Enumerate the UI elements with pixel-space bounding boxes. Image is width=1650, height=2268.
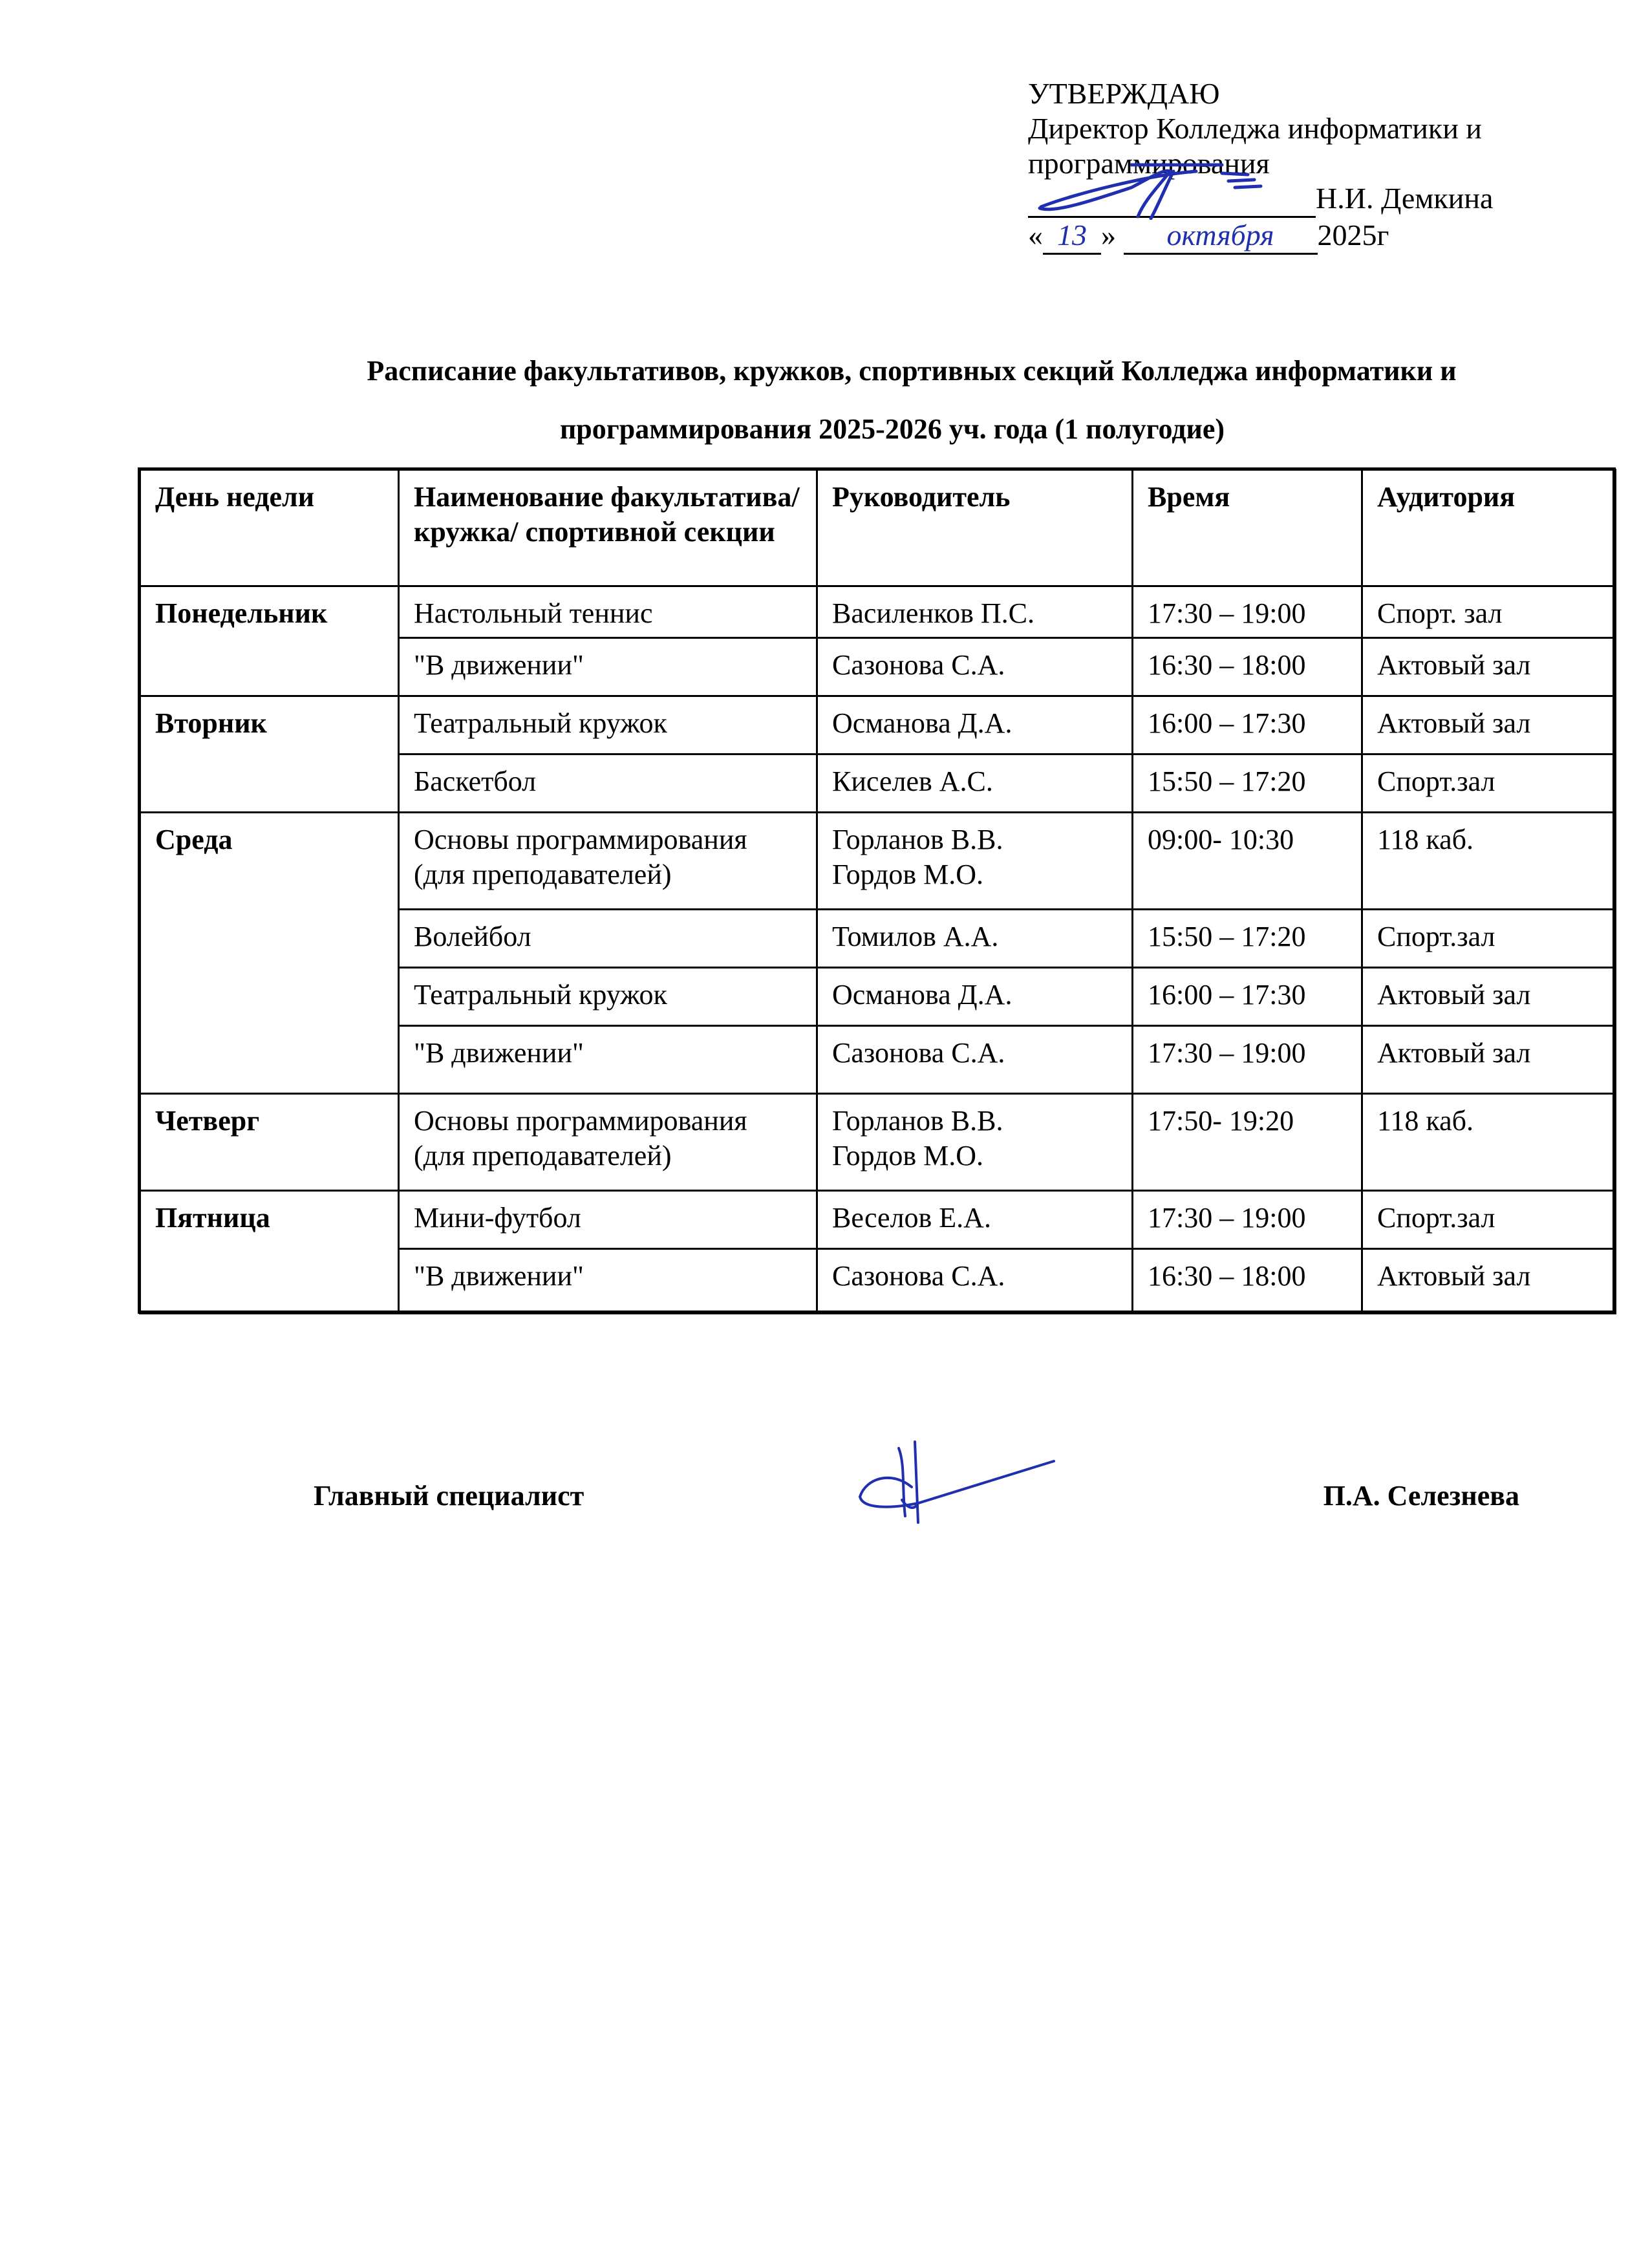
- time-cell: 09:00- 10:30: [1133, 813, 1362, 910]
- specialist-signature-icon: [853, 1439, 1060, 1529]
- activity-cell: "В движении": [399, 1026, 817, 1094]
- leader-name: Горланов В.В.: [832, 1105, 1003, 1137]
- header-time: Время: [1133, 470, 1362, 586]
- time-cell: 16:30 – 18:00: [1133, 638, 1362, 696]
- room-cell: Спорт.зал: [1362, 910, 1616, 968]
- activity-cell: Баскетбол: [399, 754, 817, 813]
- leader-cell: Османова Д.А.: [817, 968, 1133, 1026]
- header-room: Аудитория: [1362, 470, 1616, 586]
- leader-cell: [817, 1094, 1133, 1191]
- day-cell: Понедельник: [140, 586, 399, 696]
- table-row: [140, 813, 1616, 910]
- date-close-quote: »: [1101, 219, 1116, 251]
- approval-position-line1: Директор Колледжа информатики и: [1028, 112, 1482, 145]
- leader-cell: Томилов А.А.: [817, 910, 1133, 968]
- activity-cell: Настольный теннис: [399, 586, 817, 638]
- room-cell: 118 каб.: [1362, 813, 1616, 910]
- time-cell: 16:00 – 17:30: [1133, 968, 1362, 1026]
- room-cell: Спорт.зал: [1362, 754, 1616, 813]
- leader-cell: [817, 813, 1133, 910]
- leader-cell: Сазонова С.А.: [817, 1249, 1133, 1314]
- header-activity: Наименование факультатива/кружка/ спортивной секции: [399, 470, 817, 586]
- table-header-row: [140, 470, 1616, 586]
- time-cell: 17:50- 19:20: [1133, 1094, 1362, 1191]
- room-cell: Актовый зал: [1362, 638, 1616, 696]
- room-cell: Актовый зал: [1362, 696, 1616, 754]
- room-cell: Спорт. зал: [1362, 586, 1616, 638]
- leader-name: Горланов В.В.: [832, 824, 1003, 855]
- day-cell: Среда: [140, 813, 399, 1094]
- day-cell: Четверг: [140, 1094, 399, 1191]
- document-title-line1: Расписание факультативов, кружков, спортивных секций Колледжа информатики и: [367, 355, 1457, 387]
- day-cell: Пятница: [140, 1191, 399, 1314]
- director-signature-icon: [1034, 162, 1332, 220]
- time-cell: 16:00 – 17:30: [1133, 696, 1362, 754]
- time-cell: 17:30 – 19:00: [1133, 586, 1362, 638]
- time-cell: 17:30 – 19:00: [1133, 1026, 1362, 1094]
- time-cell: 15:50 – 17:20: [1133, 910, 1362, 968]
- footer-position: Главный специалист: [314, 1480, 584, 1512]
- room-cell: Актовый зал: [1362, 968, 1616, 1026]
- leader-cell: Веселов Е.А.: [817, 1191, 1133, 1249]
- activity-cell: "В движении": [399, 638, 817, 696]
- approval-block: [1028, 76, 1493, 255]
- activity-cell: Театральный кружок: [399, 696, 817, 754]
- leader-cell: Василенков П.С.: [817, 586, 1133, 638]
- room-cell: 118 каб.: [1362, 1094, 1616, 1191]
- activity-cell: Основы программирования (для преподавателей): [399, 1094, 817, 1191]
- leader-cell: Османова Д.А.: [817, 696, 1133, 754]
- activity-cell: "В движении": [399, 1249, 817, 1314]
- document-title-line2: программирования 2025-2026 уч. года (1 полугодие): [559, 413, 1225, 445]
- footer-name: П.А. Селезнева: [1323, 1480, 1519, 1512]
- room-cell: Спорт.зал: [1362, 1191, 1616, 1249]
- leader-cell: Киселев А.С.: [817, 754, 1133, 813]
- date-year: 2025г: [1317, 219, 1389, 251]
- approval-signature-line: [1028, 181, 1493, 218]
- leader-name: Гордов М.О.: [832, 1140, 984, 1171]
- room-cell: Актовый зал: [1362, 1026, 1616, 1094]
- date-open-quote: «: [1028, 219, 1043, 251]
- activity-cell: Мини-футбол: [399, 1191, 817, 1249]
- time-cell: 15:50 – 17:20: [1133, 754, 1362, 813]
- date-month: октября: [1124, 218, 1318, 255]
- time-cell: 16:30 – 18:00: [1133, 1249, 1362, 1314]
- date-day: 13: [1043, 218, 1101, 255]
- approval-heading: УТВЕРЖДАЮ: [1028, 77, 1220, 110]
- day-cell: Вторник: [140, 696, 399, 813]
- table-row: [140, 696, 1616, 754]
- activity-cell: Основы программирования (для преподавателей): [399, 813, 817, 910]
- schedule-table: [139, 469, 1616, 1314]
- leader-name: Гордов М.О.: [832, 859, 984, 890]
- time-cell: 17:30 – 19:00: [1133, 1191, 1362, 1249]
- approval-position-line2: программирования: [1028, 147, 1270, 180]
- table-row: [140, 1094, 1616, 1191]
- activity-cell: Театральный кружок: [399, 968, 817, 1026]
- table-row: [140, 1191, 1616, 1249]
- leader-cell: Сазонова С.А.: [817, 638, 1133, 696]
- approval-date: [1028, 218, 1493, 255]
- table-row: [140, 586, 1616, 638]
- leader-cell: Сазонова С.А.: [817, 1026, 1133, 1094]
- activity-cell: Волейбол: [399, 910, 817, 968]
- header-day: День недели: [140, 470, 399, 586]
- room-cell: Актовый зал: [1362, 1249, 1616, 1314]
- approval-signatory: Н.И. Демкина: [1316, 182, 1494, 215]
- header-leader: Руководитель: [817, 470, 1133, 586]
